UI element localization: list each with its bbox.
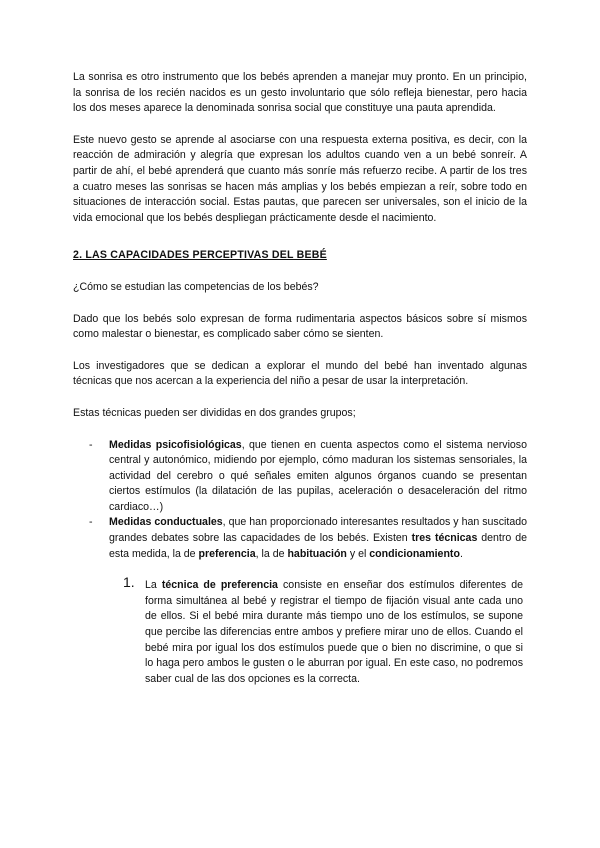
term-behavioral: Medidas conductuales	[109, 516, 223, 529]
section-title: 2. LAS CAPACIDADES PERCEPTIVAS DEL BEBÉ	[73, 249, 327, 262]
text-behavioral-4: y el	[346, 547, 370, 560]
bold-conditioning: condicionamiento	[369, 547, 460, 560]
paragraph-researchers: Los investigadores que se dedican a explorar el mundo del bebé han inventado algunas técnicas que nos acercan a la experiencia del niño a pesar de usar la interpretación.	[73, 359, 527, 388]
text-behavioral-2: dentro de esta medida, la de	[109, 532, 527, 560]
bold-preference: preferencia	[198, 547, 256, 560]
paragraph-smile-intro: La sonrisa es otro instrumento que los bebés aprenden a manejar muy pronto. En un principio, la sonrisa de los recién nacidos es un gesto involuntario que sólo refleja bienestar, pero hacia los dos meses aparece la denominada sonrisa social que constituye una pauta aprendida.	[73, 71, 527, 115]
text-psychophysiological: , que tienen en cuenta aspectos como el sistema nervioso central y autonómico, midiendo por ejemplo, cómo maduran los sistemas sensoriales, la actividad del cerebro o qué señales emiten algunos órganos cuando se presentan ciertos estímulos (la dilatación de las pupilas, aceleración o desaceleración del ritmo cardiaco…)	[109, 438, 527, 513]
bold-three-techniques: tres técnicas	[411, 532, 478, 545]
text-behavioral-5: .	[459, 547, 463, 560]
text-preference-lead: La	[145, 579, 162, 592]
term-psychophysiological: Medidas psicofisiológicas	[109, 438, 242, 451]
question-text: ¿Cómo se estudian las competencias de los bebés?	[73, 280, 319, 293]
bullet-dash: -	[89, 438, 93, 451]
paragraph-rudimentary: Dado que los bebés solo expresan de forma rudimentaria aspectos básicos sobre sí mismos como malestar o bienestar, es complicado saber cómo se sienten.	[73, 312, 527, 341]
bullet-dash: -	[89, 516, 93, 529]
paragraph-social-smile: Este nuevo gesto se aprende al asociarse con una respuesta externa positiva, es decir, con la reacción de admiración y alegría que expresan los adultos cuando ven a un bebé sonreír. A partir de ahí, el bebé aprenderá que cuanto más sonríe más refuerzo recibe. A partir de los tres a cuatro meses las sonrisas se hacen más amplias y los bebés empiezan a reír, sobre todo en situaciones de interacción social. Estas pautas, que parecen ser universales, son el inicio de la vida emocional que los bebés despliegan prácticamente desde el nacimiento.	[73, 133, 527, 224]
item-number: 1.	[123, 574, 135, 591]
measures-list	[73, 438, 527, 563]
document-page	[73, 70, 527, 687]
techniques-list	[123, 574, 523, 687]
text-behavioral-3: , la de	[255, 547, 288, 560]
bold-habituation: habituación	[287, 547, 347, 560]
list-item-psychophysiological	[73, 438, 527, 516]
list-item-behavioral	[73, 515, 527, 562]
list-item-preference-technique	[123, 574, 523, 687]
text-preference-technique: consiste en enseñar dos estímulos diferentes de forma simultánea al bebé y registrar el tiempo de fijación visual ante cada uno de ellos. Si el bebé mira durante más tiempo uno de los estímulos, se supone que percibe las diferencias entre ambos y prefiere mirar uno de ellos. Cuando el bebé mira por igual los dos estímulos puede que o bien no discrimine, o que si lo haga pero ambos le gusten o le aburran por igual. En este caso, no podremos saber cual de las dos opciones es la correcta.	[145, 579, 523, 685]
paragraph-groups: Estas técnicas pueden ser divididas en dos grandes grupos;	[73, 406, 356, 419]
text-behavioral-1: , que han proporcionado interesantes resultados y han suscitado grandes debates sobre las capacidades de los bebés. Existen	[109, 516, 527, 545]
term-preference-technique: técnica de preferencia	[161, 579, 278, 592]
